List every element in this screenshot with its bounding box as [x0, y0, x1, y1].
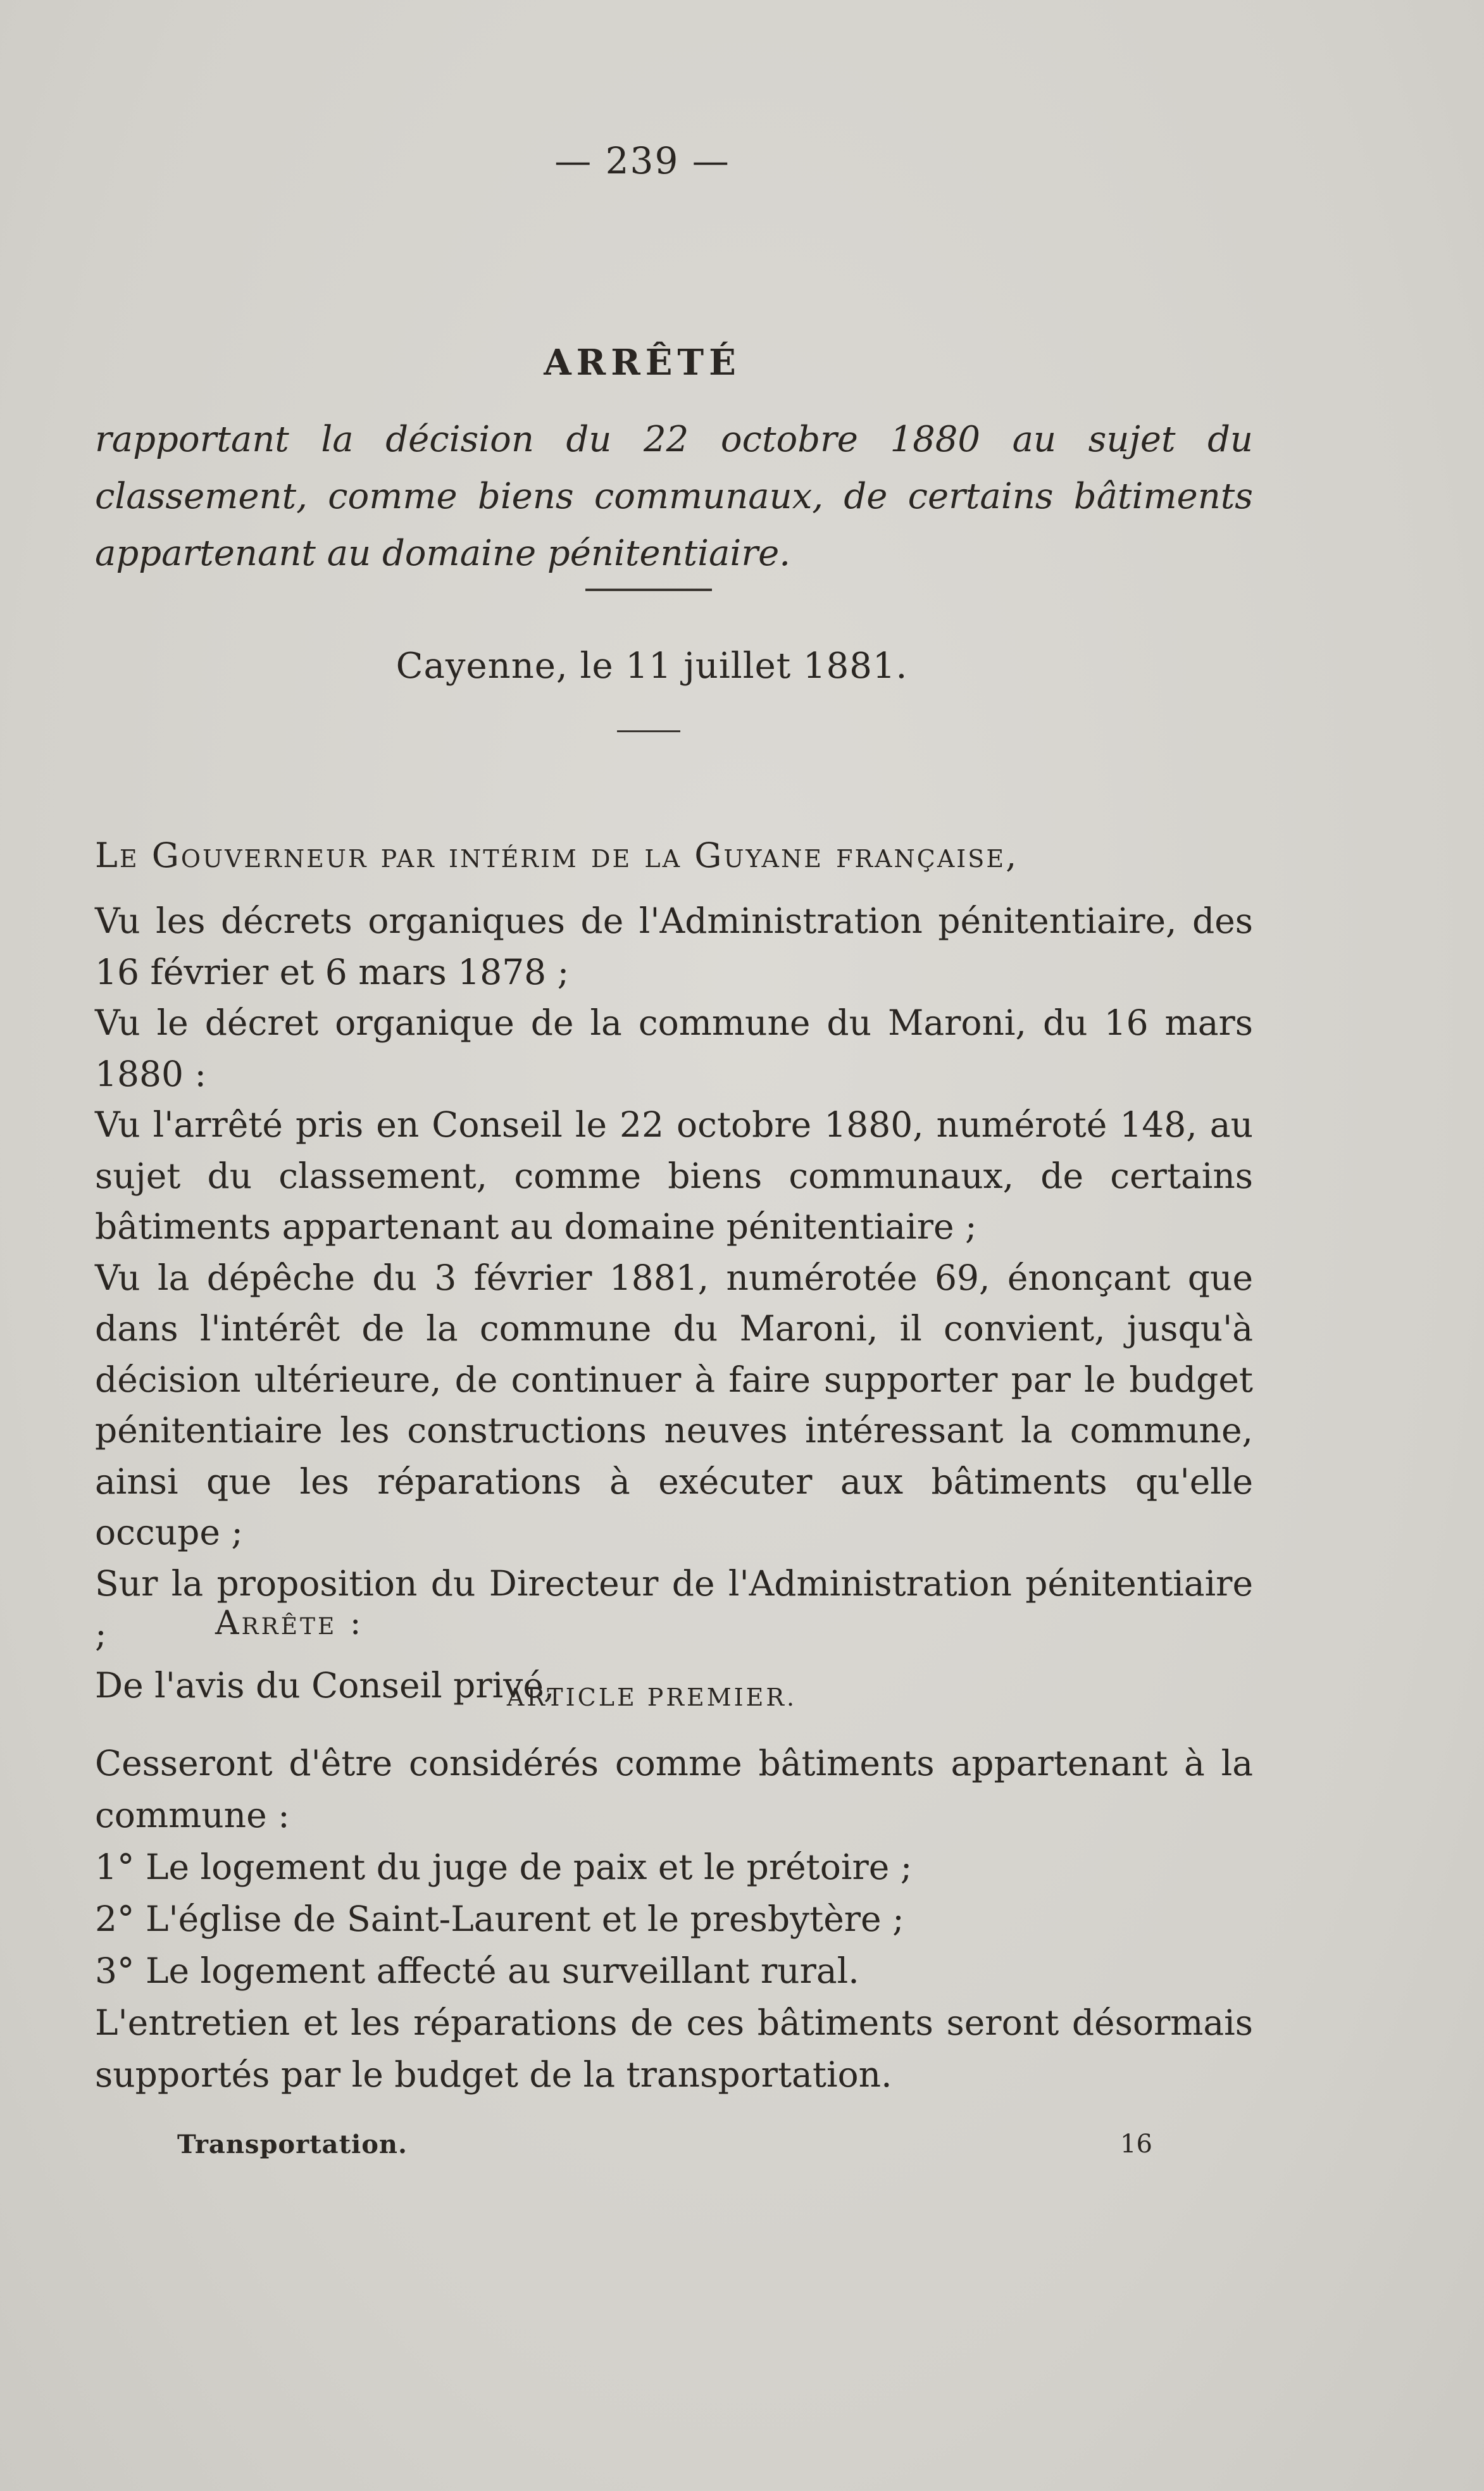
- date-divider: [617, 730, 680, 732]
- page-number: — 239 —: [554, 139, 730, 182]
- article-title: ARTICLE PREMIER.: [506, 1683, 797, 1711]
- title-divider: [585, 589, 712, 591]
- document-subtitle: rapportant la décision du 22 octobre 1880 au sujet du classement, comme biens communaux, de certains bâtiments appartenant au domaine pénitentiaire.: [95, 419, 1253, 574]
- considerations-block: [95, 896, 1253, 1711]
- consideration-paragraph: Vu l'arrêté pris en Conseil le 22 octobre 1880, numéroté 148, au sujet du classement, comme biens communaux, de certains bâtiments appartenant au domaine pénitentiaire ;: [95, 1104, 1253, 1247]
- article-item: 2° L'église de Saint-Laurent et le presbytère ;: [95, 1899, 904, 1939]
- article-item: 1° Le logement du juge de paix et le prétoire ;: [95, 1847, 913, 1887]
- arrete-label: Arrête :: [215, 1604, 364, 1642]
- consideration-paragraph: Vu le décret organique de la commune du Maroni, du 16 mars 1880 :: [95, 1002, 1253, 1094]
- article-intro: Cesseront d'être considérés comme bâtiments appartenant à la commune :: [95, 1743, 1253, 1835]
- consideration-paragraph: Sur la proposition du Directeur de l'Administration pénitentiaire ;: [95, 1563, 1253, 1654]
- place-date: Cayenne, le 11 juillet 1881.: [396, 646, 908, 687]
- article-closing: L'entretien et les réparations de ces bâtiments seront désormais supportés par le budget de la transportation.: [95, 2002, 1253, 2095]
- consideration-paragraph: Vu la dépêche du 3 février 1881, numérotée 69, énonçant que dans l'intérêt de la commune du Maroni, il convient, jusqu'à décision ultérieure, de continuer à faire supporter par le budget pénitentiaire les constructions neuves intéressant la commune, ainsi que les réparations à exécuter aux bâtiments qu'elle occupe ;: [95, 1257, 1253, 1552]
- article-body: [95, 1737, 1253, 2101]
- consideration-paragraph: Vu les décrets organiques de l'Administration pénitentiaire, des 16 février et 6 mars 1878 ;: [95, 901, 1253, 992]
- footer-section-label: Transportation.: [177, 2130, 408, 2159]
- governor-heading: Le Gouverneur par intérim de la Guyane française,: [95, 835, 1019, 875]
- article-item: 3° Le logement affecté au surveillant rural.: [95, 1951, 859, 1991]
- document-title: ARRÊTÉ: [544, 342, 741, 384]
- consideration-paragraph: De l'avis du Conseil privé,: [95, 1664, 555, 1706]
- footer-signature-number: 16: [1120, 2130, 1152, 2159]
